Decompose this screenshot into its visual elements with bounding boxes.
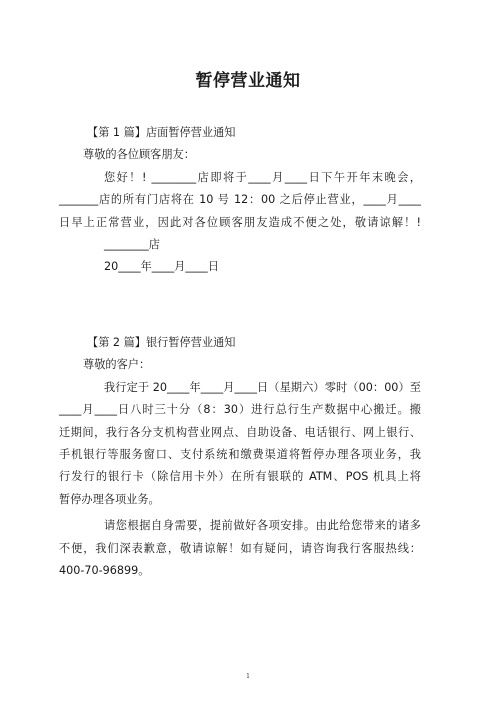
section-1-line-3: 日早上正常营业，因此对各位顾客朋友造成不便之处，敬请谅解！!	[59, 215, 421, 229]
section-1-line-1: 您好！! ________店即将于____月____日下午开年末晚会，	[104, 170, 421, 184]
section-1-signature: ________店	[104, 238, 160, 252]
section-2	[59, 332, 421, 582]
section-1-salutation: 尊敬的各位顾客朋友：	[83, 148, 195, 162]
section-2-p2-line-2: 不便，我们深表歉意，敬请谅解！如有疑问，请咨询我行客服热线：	[59, 541, 421, 555]
section-2-p1-line-4: 手机银行等服务窗口、支付系统和缴费渠道将暂停办理各项业务，我	[59, 448, 421, 462]
section-2-p1-line-5: 行发行的银行卡（除信用卡外）在所有银联的 ATM、POS 机具上将	[59, 470, 421, 484]
section-2-p1-line-1: 我行定于 20____年____月____日（星期六）零时（00：00）至	[104, 380, 421, 394]
section-1-date: 20____年____月____日	[104, 260, 219, 274]
section-2-heading: 【第 2 篇】银行暂停营业通知	[87, 336, 236, 349]
section-1-heading: 【第 1 篇】店面暂停营业通知	[87, 126, 236, 139]
section-2-p2-line-1: 请您根据自身需要，提前做好各项安排。由此给您带来的诸多	[104, 519, 421, 533]
section-2-p1-line-6: 暂停办理各项业务。	[59, 492, 160, 506]
section-1-line-2: _______店的所有门店将在 10 号 12：00 之后停止营业，____月____	[59, 193, 421, 207]
section-1	[59, 122, 421, 279]
section-2-p1-line-3: 迁期间，我行各分支机构营业网点、自助设备、电话银行、网上银行、	[59, 425, 421, 439]
page-title: 暂停营业通知	[195, 71, 301, 91]
section-2-p1-line-2: ____月____日八时三十分（8：30）进行总行生产数据中心搬迁。搬	[59, 403, 421, 417]
section-2-p2-line-3: 400-70-96899。	[59, 564, 150, 578]
section-2-salutation: 尊敬的客户：	[83, 358, 151, 372]
page-number: 1	[246, 673, 250, 680]
